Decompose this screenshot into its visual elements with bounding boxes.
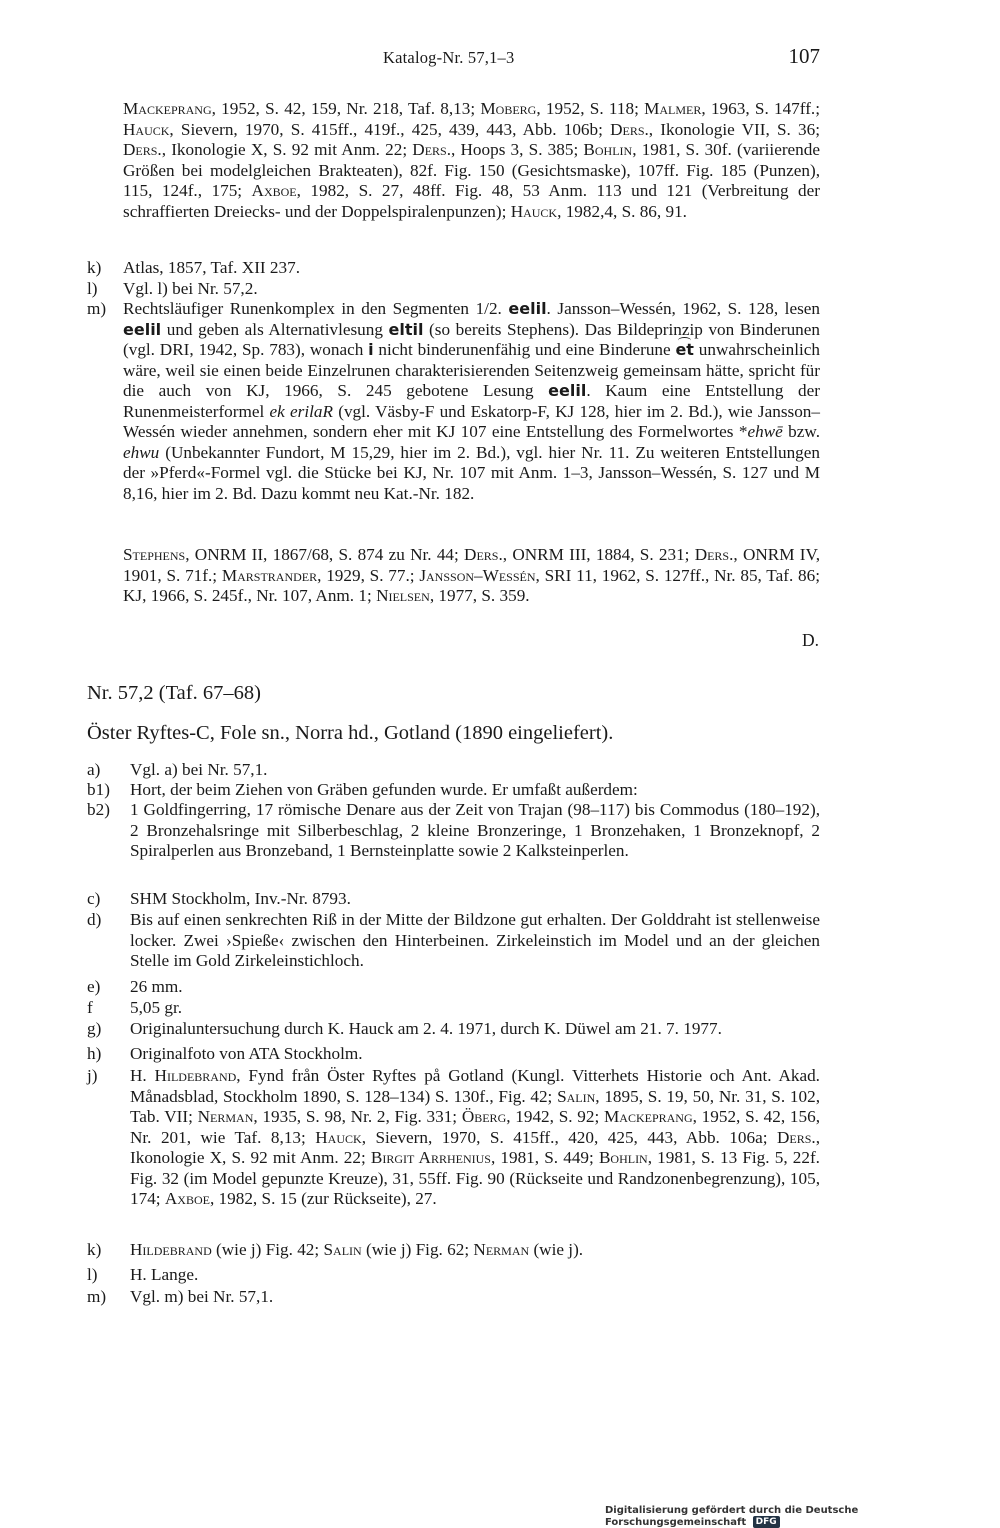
author-name: Öberg — [461, 1107, 507, 1126]
text-segment: , 1963, S. 147ff.; — [701, 99, 820, 118]
item-label: m) — [87, 1287, 107, 1306]
item-label: k) — [87, 258, 102, 277]
author-name: Birgit Arrhenius — [370, 1148, 491, 1167]
author-name: Ders — [123, 140, 158, 160]
text-segment: (wie j) Fig. 42; — [211, 1240, 324, 1259]
item-label: m) — [87, 299, 107, 318]
text-segment: (vgl. Väsby-F und Eskatorp-F, KJ 128, hier im 2. Bd.), wie Jansson–Wessén wieder annehmen, sondern eher mit KJ 107 eine Entstellung des Formelwortes * — [123, 401, 820, 441]
text-segment: , 1982,4, S. 86, 91. — [557, 201, 687, 221]
item-label: g) — [87, 1019, 102, 1038]
text-segment: , Sievern, 1970, S. 415ff., 419f., 425, 439, 443, Abb. 106b; — [169, 119, 611, 139]
author-name: Malmer — [644, 99, 702, 118]
item-label: e) — [87, 977, 101, 996]
author-name: Axboe — [164, 1189, 210, 1208]
item-text — [130, 800, 820, 862]
text-segment: Hort, der beim Ziehen von Gräben gefunden wurde. Er umfaßt außerdem: — [130, 780, 638, 799]
text-segment: ., Ikonologie X, S. 92 mit Anm. 22; — [130, 1127, 820, 1167]
item-label: b1) — [87, 780, 110, 799]
page-header — [0, 44, 1000, 74]
item-text — [130, 1066, 820, 1210]
author-name: Salin — [557, 1086, 596, 1106]
italic-term: ek erilaR — [269, 401, 333, 421]
author-name: Jansson–Wessén — [419, 565, 536, 585]
author-name: Hauck — [510, 201, 558, 221]
item-label: d) — [87, 910, 102, 929]
author-name: Marstrander — [221, 565, 318, 585]
item-text — [130, 780, 820, 801]
text-segment: 5,05 gr. — [130, 998, 183, 1017]
find-title: Öster Ryftes-C, Fole sn., Norra hd., Gotland (1890 eingeliefert). — [87, 722, 614, 744]
text-segment: , 1952, S. 42, 159, Nr. 218, Taf. 8,13; — [211, 99, 481, 118]
text-segment: , 1929, S. 77.; — [317, 565, 420, 585]
item-label: j) — [87, 1066, 98, 1085]
text-segment: SHM Stockholm, Inv.-Nr. 8793. — [130, 889, 351, 908]
text-segment: , Sievern, 1970, S. 415ff., 420, 425, 443, Abb. 106a; — [361, 1127, 777, 1147]
text-segment: . Jansson–Wessén, 1962, S. 128, lesen — [546, 299, 820, 318]
footer-text: Digitalisierung gefördert durch die Deutsche Forschungsgemeinschaft — [605, 1505, 859, 1528]
text-segment: , 1982, S. 27, 48ff. Fig. 48, 53 Anm. 113 und 121 (Verbreitung der schraffierten Dreiecks- und der Doppelspiralenpunzen); — [123, 181, 820, 221]
author-name: Mackeprang — [604, 1107, 693, 1126]
item-text — [130, 760, 820, 781]
text-segment: , 1982, S. 15 (zur Rückseite), 27. — [209, 1189, 437, 1208]
item-label: h) — [87, 1044, 102, 1063]
item-text — [123, 299, 820, 504]
text-segment: (wie j). — [529, 1240, 584, 1259]
item-label: k) — [87, 1240, 102, 1259]
catalog-number-heading: Nr. 57,2 (Taf. 67–68) — [87, 682, 261, 704]
footer-funding-note — [605, 1505, 1000, 1528]
text-segment: . Kaum eine Entstellung der Runenmeisterformel — [123, 381, 820, 421]
text-segment: ., ONRM III, 1884, S. 231; — [498, 545, 695, 564]
author-name: Nielsen — [376, 586, 430, 605]
runic-transliteration: et — [675, 340, 694, 359]
runic-transliteration: eelil — [123, 319, 162, 339]
text-segment: H. Lange. — [130, 1265, 199, 1284]
author-name: Hildebrand — [130, 1240, 212, 1259]
item-text — [130, 1287, 820, 1308]
item-label: l) — [87, 279, 98, 298]
italic-term: ehwu — [123, 442, 160, 462]
item-text: Vgl. l) bei Nr. 57,2. — [123, 279, 258, 298]
text-segment: , 1942, S. 92; — [506, 1107, 604, 1126]
author-name: Nerman — [197, 1107, 254, 1126]
item-label: a) — [87, 760, 101, 779]
bibliography-runes — [123, 545, 820, 607]
item-label: l) — [87, 1265, 98, 1284]
text-segment: 1 Goldfingerring, 17 römische Denare aus der Zeit von Trajan (98–117) bis Commodus (180–192), 2 Bronzehalsringe mit Silberbeschlag, 2 kleine Bronzeringe, 1 Bronzehaken, 1 Bronzeknopf, 2 Spiralperlen aus Bronzeband, 1 Bernsteinplatte sowie 2 Kalksteinperlen. — [130, 800, 820, 860]
author-name: Hildebrand — [154, 1066, 237, 1085]
item-text — [130, 910, 820, 972]
dfg-logo: DFG — [753, 1516, 780, 1528]
text-segment: Vgl. m) bei Nr. 57,1. — [130, 1287, 274, 1306]
text-segment: und geben als Alternativlesung — [161, 319, 389, 339]
text-segment: Bis auf einen senkrechten Riß in der Mitte der Bildzone gut erhalten. Der Golddraht ist stellenweise locker. Zwei ›Spieße‹ zwischen den Hinterbeinen. Zirkeleinstich im Model und an der gleichen Stelle im Gold Zirkeleinstichloch. — [130, 910, 820, 970]
runic-transliteration: eelil — [548, 381, 587, 400]
item-label: c) — [87, 889, 101, 908]
running-head: Katalog-Nr. 57,1–3 — [383, 48, 515, 67]
runic-transliteration: i — [368, 340, 374, 359]
text-segment: , 1952, S. 118; — [536, 99, 645, 118]
author-name: Salin — [323, 1240, 362, 1259]
item-label: b2) — [87, 800, 110, 819]
text-segment: nicht binderunenfähig und eine Binderune — [373, 340, 676, 359]
text-segment: ., ONRM IV, 1901, S. 71f.; — [123, 545, 820, 585]
text-segment: ., Hoops 3, S. 385; — [446, 140, 584, 160]
item-text — [130, 1019, 820, 1040]
text-segment: 26 mm. — [130, 977, 183, 996]
item-text: Atlas, 1857, Taf. XII 237. — [123, 258, 301, 277]
page-number: 107 — [788, 44, 820, 68]
runic-transliteration: eltil — [388, 319, 424, 339]
text-segment: Vgl. a) bei Nr. 57,1. — [130, 760, 268, 779]
text-segment: unwahrscheinlich wäre, weil sie einen beide Einzelrunen charakterisierenden Seitenzweig gemeinsam hätte, spricht für die auch von KJ, 1966, S. 245 gebotene Lesung — [123, 340, 820, 400]
author-name: Stephens — [123, 545, 186, 564]
bibliography-continuation — [123, 99, 820, 222]
text-segment: , 1895, S. 19, 50, Nr. 31, S. 102, Tab. VII; — [130, 1086, 820, 1126]
text-segment: , 1981, S. 13 Fig. 5, 22f. Fig. 32 (im Model gepunzte Kreuze), 31, 55ff. Fig. 90 (Rückseite und Randzonenbegrenzung), 105, 174; — [130, 1148, 820, 1208]
text-segment: (wie j) Fig. 62; — [361, 1240, 474, 1259]
text-segment: Rechtsläufiger Runenkomplex in den Segmenten 1/2. — [123, 299, 509, 318]
item-text — [130, 889, 820, 910]
item-text — [130, 977, 820, 998]
text-segment: (so bereits Stephens). Das Bildeprinzip von Binderunen (vgl. DRI, 1942, Sp. 783), wonach — [123, 319, 820, 359]
author-signature: D. — [801, 630, 819, 650]
author-name: Axboe — [251, 181, 297, 201]
author-name: Bohlin — [583, 140, 633, 160]
author-name: Ders — [610, 119, 645, 139]
text-segment: , 1981, S. 30f. (variierende Größen bei modelgleichen Brakteaten), 82f. Fig. 150 (Gesichtsmaske), 107ff. Fig. 185 (Punzen), 115, 124f., 175; — [123, 140, 820, 201]
runic-transliteration: eelil — [508, 299, 547, 318]
text-segment: ., Ikonologie VII, S. 36; — [644, 119, 820, 139]
text-segment: , Fynd från Öster Ryftes på Gotland (Kungl. Vitterhets Historie och Ant. Akad. Månadsblad, Stockholm 1890, S. 128–134) S. 130f., Fig. 42; — [130, 1066, 820, 1106]
item-text — [130, 1240, 820, 1261]
text-segment: Originaluntersuchung durch K. Hauck am 2. 4. 1971, durch K. Düwel am 21. 7. 1977. — [130, 1019, 722, 1038]
author-name: Mackeprang — [123, 99, 212, 118]
item-label: f — [87, 998, 93, 1017]
text-segment: , 1977, S. 359. — [429, 586, 530, 605]
text-segment: H. — [130, 1066, 155, 1085]
text-segment: , 1981, S. 449; — [490, 1148, 599, 1167]
text-segment: Originalfoto von ATA Stockholm. — [130, 1044, 363, 1063]
text-segment: , 1952, S. 42, 156, Nr. 201, wie Taf. 8,13; — [130, 1107, 820, 1147]
text-segment: (Unbekannter Fundort, M 15,29, hier im 2. Bd.), vgl. hier Nr. 11. Zu weiteren Entstellungen der »Pferd«-Formel vgl. die Stücke bei KJ, Nr. 107 mit Anm. 1–3, Jansson–Wessén, S. 127 und M 8,16, hier im 2. Bd. Dazu kommt neu Kat.-Nr. 182. — [123, 442, 820, 503]
text-segment: , 1935, S. 98, Nr. 2, Fig. 331; — [253, 1107, 462, 1126]
item-text — [130, 1265, 820, 1286]
text-segment: ., Ikonologie X, S. 92 mit Anm. 22; — [157, 140, 413, 160]
item-text — [130, 1044, 820, 1065]
text-segment: , ONRM II, 1867/68, S. 874 zu Nr. 44; — [185, 545, 465, 564]
author-name: Ders — [464, 545, 499, 564]
author-name: Hauck — [315, 1127, 362, 1147]
author-name: Nerman — [473, 1240, 530, 1259]
text-segment: , SRI 11, 1962, S. 127ff., Nr. 85, Taf. 86; KJ, 1966, S. 245f., Nr. 107, Anm. 1; — [123, 565, 820, 605]
italic-term: ehwē — [747, 422, 783, 441]
item-text — [130, 998, 820, 1019]
author-name: Moberg — [480, 99, 537, 118]
author-name: Ders — [412, 140, 447, 160]
text-segment: bzw. — [782, 422, 820, 441]
author-name: Hauck — [123, 119, 170, 139]
author-name: Ders — [694, 545, 730, 564]
author-name: Bohlin — [598, 1148, 648, 1167]
author-name: Ders — [776, 1127, 812, 1147]
